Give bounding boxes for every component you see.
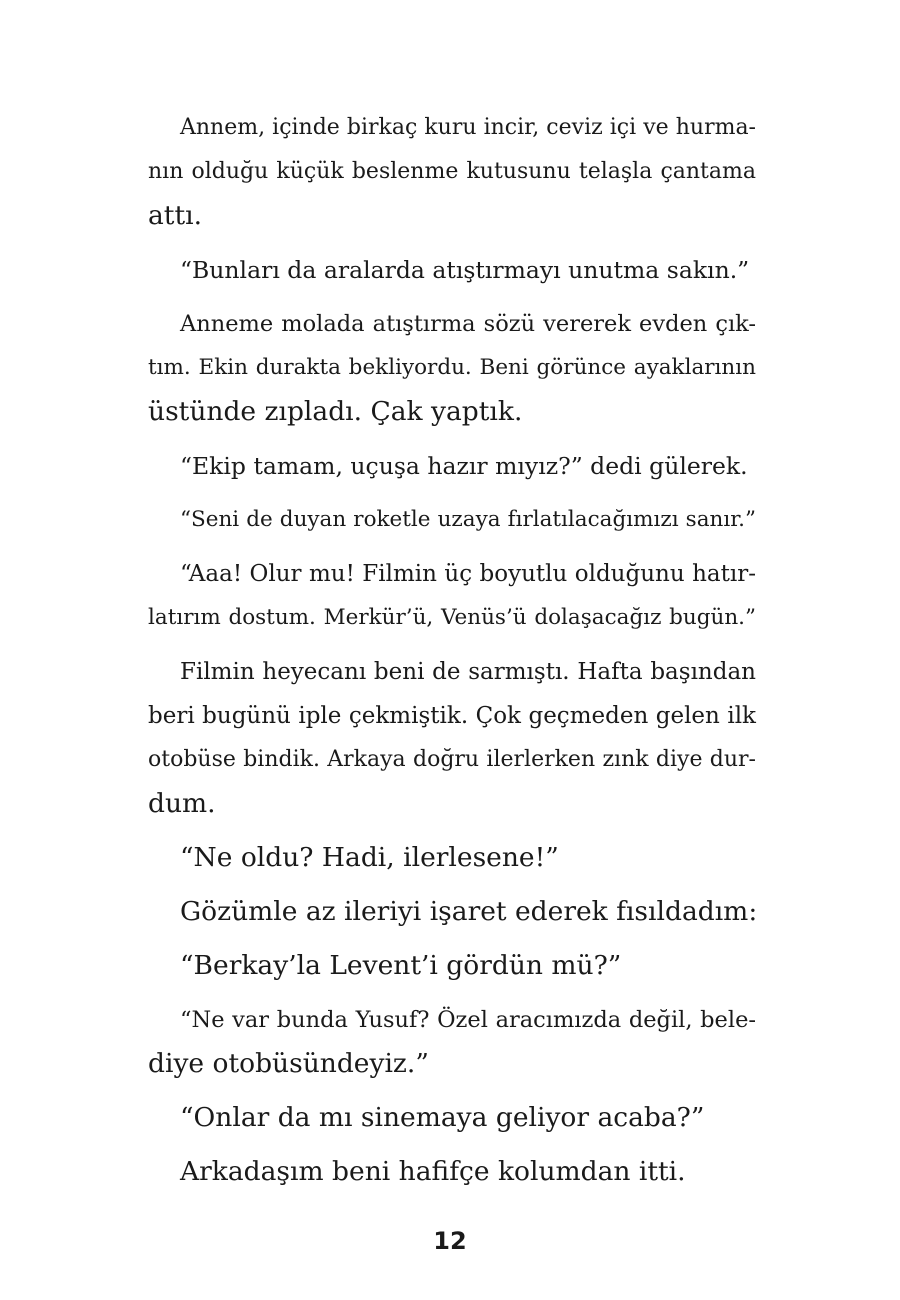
paragraph-line: beri bugünü iple çekmiştik. Çok geçmeden gelen ilk — [148, 703, 756, 729]
paragraph-line: diye otobüsündeyiz.” — [148, 1048, 429, 1079]
paragraph-line: tım. Ekin durakta bekliyordu. Beni görünce ayaklarının — [148, 355, 756, 380]
paragraph-line: dum. — [148, 788, 216, 819]
page-number: 12 — [433, 1227, 467, 1255]
paragraph-line: Filmin heyecanı beni de sarmıştı. Hafta başından — [180, 659, 756, 685]
paragraph-line: Anneme molada atıştırma sözü vererek evden çık- — [180, 311, 756, 337]
paragraph-line: Arkadaşım beni hafifçe kolumdan itti. — [180, 1156, 686, 1187]
paragraph-line: Gözümle az ileriyi işaret ederek fısıldadım: — [180, 896, 758, 927]
paragraph-line: Annem, içinde birkaç kuru incir, ceviz içi ve hurma- — [180, 115, 756, 140]
paragraph-line: “Aaa! Olur mu! Filmin üç boyutlu olduğunu hatır- — [180, 561, 756, 587]
paragraph-line: attı. — [148, 200, 202, 231]
paragraph-line: “Berkay’la Levent’i gördün mü?” — [180, 950, 622, 981]
paragraph-line: latırım dostum. Merkür’ü, Venüs’ü dolaşacağız bugün.” — [148, 605, 756, 630]
paragraph-line: “Ne oldu? Hadi, ilerlesene!” — [180, 842, 559, 873]
paragraph-line: otobüse bindik. Arkaya doğru ilerlerken zınk diye dur- — [148, 747, 756, 772]
paragraph-line: “Seni de duyan roketle uzaya fırlatılacağımızı sanır.” — [180, 507, 756, 532]
paragraph-line: “Bunları da aralarda atıştırmayı unutma sakın.” — [180, 256, 750, 284]
paragraph-line: “Onlar da mı sinemaya geliyor acaba?” — [180, 1102, 705, 1133]
paragraph-line: “Ne var bunda Yusuf? Özel aracımızda değil, bele- — [180, 1007, 756, 1033]
paragraph-line: üstünde zıpladı. Çak yaptık. — [148, 396, 523, 427]
paragraph-line: nın olduğu küçük beslenme kutusunu telaşla çantama — [148, 159, 756, 184]
paragraph-line: “Ekip tamam, uçuşa hazır mıyız?” dedi gülerek. — [180, 452, 748, 480]
